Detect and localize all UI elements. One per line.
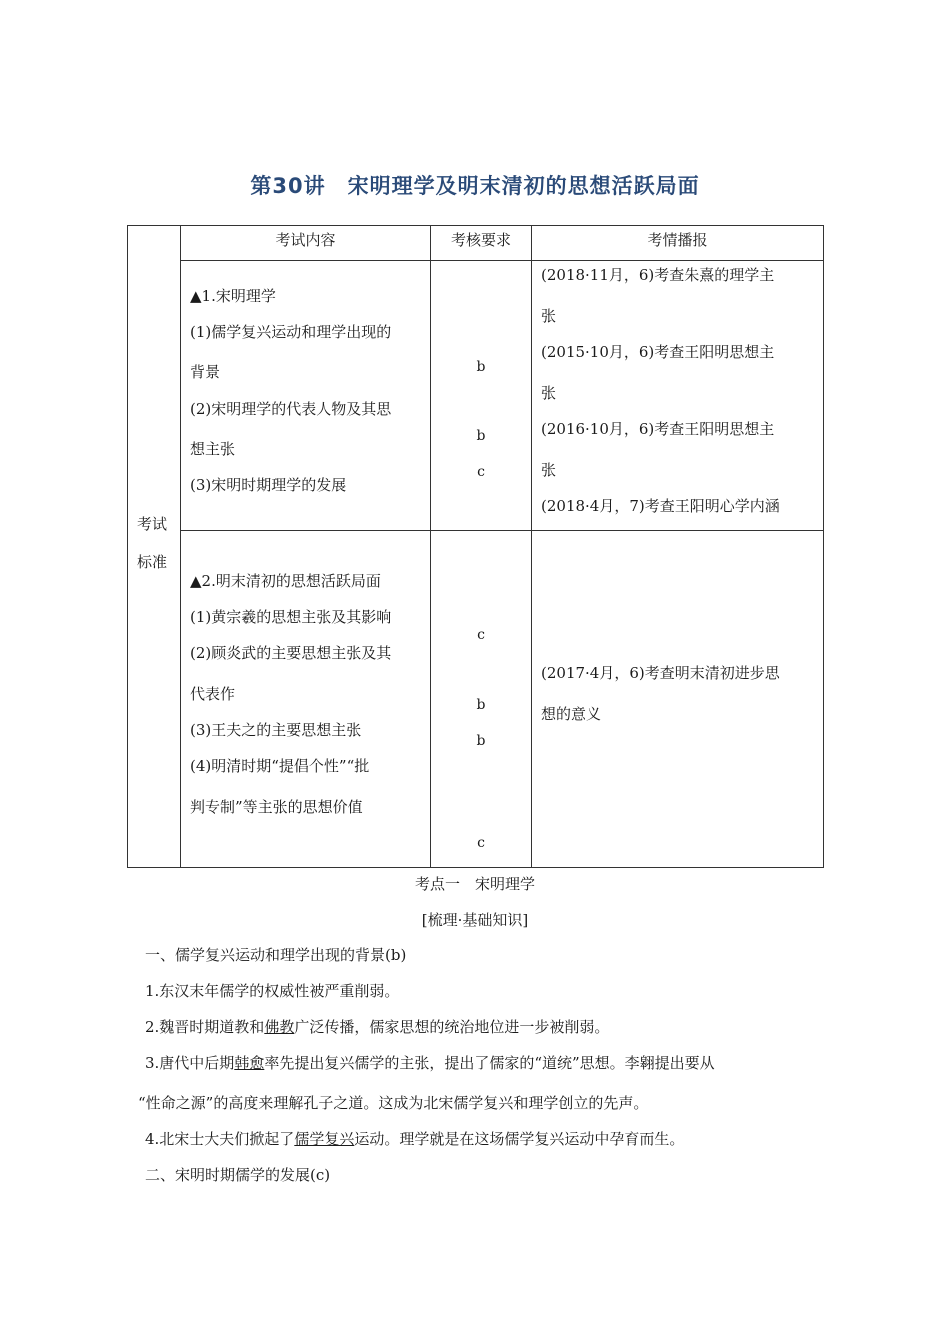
block2-requirement: b bbox=[476, 733, 486, 749]
p3-text-b: 率先提出复兴儒学的主张，提出了儒家的“道统”思想。李翱提出要从 bbox=[264, 1054, 715, 1072]
p3-text-a: 3.唐代中后期 bbox=[145, 1054, 235, 1072]
block2-news-line: 想的意义 bbox=[541, 705, 602, 723]
page-title: 第30讲 宋明理学及明末清初的思想活跃局面 bbox=[250, 174, 700, 198]
block2-news-line: (2017·4月，6)考查明末清初进步思 bbox=[541, 664, 780, 682]
block1-content-line: (1)儒学复兴运动和理学出现的 bbox=[190, 323, 392, 341]
block1-news-line: (2018·11月，6)考查朱熹的理学主 bbox=[541, 266, 775, 284]
block1-content-line: (2)宋明理学的代表人物及其思 bbox=[190, 400, 392, 418]
table-col-divider-3 bbox=[531, 225, 532, 868]
block2-content-line: ▲2.明末清初的思想活跃局面 bbox=[190, 572, 381, 590]
block2-requirement: c bbox=[477, 835, 485, 851]
p4-text-a: 4.北宋士大夫们掀起了 bbox=[145, 1130, 295, 1148]
p2-text-a: 2.魏晋时期道教和 bbox=[145, 1018, 265, 1036]
table-col-divider-1 bbox=[180, 225, 181, 868]
block1-content-line: 想主张 bbox=[190, 440, 236, 458]
block2-content-line: (1)黄宗羲的思想主张及其影响 bbox=[190, 608, 392, 626]
block1-news-line: (2015·10月，6)考查王阳明思想主 bbox=[541, 343, 775, 361]
block1-content-line: (3)宋明时期理学的发展 bbox=[190, 476, 347, 494]
block1-news-line: 张 bbox=[541, 384, 557, 402]
p4-underlined-term: 儒学复兴 bbox=[294, 1130, 355, 1148]
block1-requirement: c bbox=[477, 464, 485, 480]
table-col-divider-2 bbox=[430, 225, 431, 868]
block2-content-line: (2)顾炎武的主要思想主张及其 bbox=[190, 644, 392, 662]
p2-text-b: 广泛传播，儒家思想的统治地位进一步被削弱。 bbox=[294, 1018, 610, 1036]
block1-news-line: 张 bbox=[541, 461, 557, 479]
block2-content-line: (4)明清时期“提倡个性”“批 bbox=[190, 757, 370, 775]
block1-requirement: b bbox=[476, 428, 486, 444]
body-heading-2: 二、宋明时期儒学的发展(c) bbox=[145, 1166, 331, 1184]
subsection-title: [梳理·基础知识] bbox=[421, 911, 529, 929]
side-label-line-2: 标准 bbox=[137, 553, 168, 571]
body-heading-1: 一、儒学复兴运动和理学出现的背景(b) bbox=[145, 946, 407, 964]
body-paragraph-3-continued: “性命之源”的高度来理解孔子之道。这成为北宋儒学复兴和理学创立的先声。 bbox=[138, 1094, 649, 1112]
body-paragraph-3 bbox=[145, 1052, 715, 1073]
table-header-divider bbox=[180, 260, 824, 261]
p3-underlined-term: 韩愈 bbox=[234, 1054, 265, 1072]
block1-requirement: b bbox=[476, 359, 486, 375]
header-content: 考试内容 bbox=[275, 231, 336, 249]
block2-content-line: (3)王夫之的主要思想主张 bbox=[190, 721, 362, 739]
side-label-line-1: 考试 bbox=[137, 515, 168, 533]
body-paragraph-2 bbox=[145, 1016, 609, 1037]
block1-news-line: (2016·10月，6)考查王阳明思想主 bbox=[541, 420, 775, 438]
body-paragraph-1: 1.东汉末年儒学的权威性被严重削弱。 bbox=[145, 982, 400, 1000]
block2-content-line: 代表作 bbox=[190, 685, 236, 703]
block1-news-line: 张 bbox=[541, 307, 557, 325]
block1-news-line: (2018·4月，7)考查王阳明心学内涵 bbox=[541, 497, 780, 515]
section-title: 考点一 宋明理学 bbox=[414, 875, 535, 893]
table-block-divider bbox=[180, 530, 824, 531]
table-border-bottom bbox=[127, 867, 824, 868]
table-border-left bbox=[127, 225, 128, 868]
table-border-right bbox=[823, 225, 824, 868]
block1-content-line: 背景 bbox=[190, 363, 221, 381]
block2-requirement: c bbox=[477, 627, 485, 643]
table-border-top bbox=[127, 225, 824, 226]
block2-requirement: b bbox=[476, 697, 486, 713]
p4-text-b: 运动。理学就是在这场儒学复兴运动中孕育而生。 bbox=[354, 1130, 685, 1148]
body-paragraph-4 bbox=[145, 1128, 684, 1149]
header-news: 考情播报 bbox=[647, 231, 708, 249]
header-requirement: 考核要求 bbox=[450, 231, 511, 249]
block1-content-line: ▲1.宋明理学 bbox=[190, 287, 276, 305]
p2-underlined-term: 佛教 bbox=[264, 1018, 295, 1036]
block2-content-line: 判专制”等主张的思想价值 bbox=[190, 798, 363, 816]
